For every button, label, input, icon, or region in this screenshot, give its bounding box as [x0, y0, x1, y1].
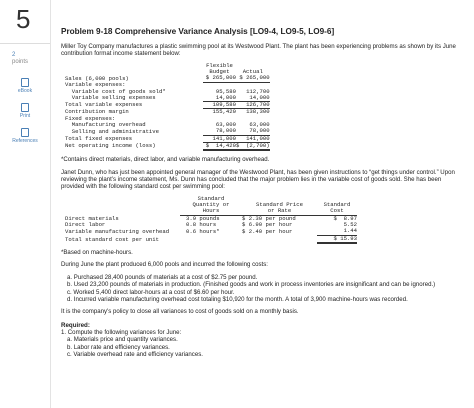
row-label: Fixed expenses:: [65, 114, 116, 122]
ebook-icon: [21, 78, 29, 87]
actual-value: 141,000: [236, 135, 270, 142]
june-costs-list: [61, 274, 466, 304]
sidebar-divider: [50, 0, 51, 408]
sidebar-item-references[interactable]: [5, 128, 45, 144]
std-price: $ 2.40 per hour: [242, 227, 293, 235]
std-row-label: Direct labor: [65, 220, 106, 228]
references-icon: [21, 128, 29, 137]
points-label: points: [12, 59, 29, 65]
resource-sidebar: [5, 78, 45, 153]
actual-value: 63,000: [249, 120, 270, 128]
list-item: a. Materials price and quantity variances.: [67, 336, 178, 344]
policy-paragraph: It is the company's policy to close all variances to cost of goods sold on a monthly basis.: [61, 308, 299, 316]
header-std-price-2: or Rate: [242, 208, 317, 215]
row-label: Variable selling expenses: [65, 94, 156, 102]
list-item: a. Purchased 28,400 pounds of materials at a cost of $2.75 per pound.: [67, 273, 258, 281]
row-label: Selling and administrative: [65, 127, 159, 135]
required-heading: Required:: [61, 321, 90, 329]
actual-value: 112,700: [246, 87, 270, 95]
header-std-price-1: Standard Price: [256, 201, 303, 209]
actual-value: 126,700: [236, 102, 270, 109]
june-costs-paragraph: During June the plant produced 6,000 pools and incurred the following costs:: [61, 261, 268, 269]
flex-budget-value: 14,000: [203, 95, 236, 102]
flex-budget-value: 155,420: [212, 108, 236, 116]
list-item: d. Incurred variable manufacturing overhead cost totaling $10,920 for the month. A total of 3,900 machine-hours was recorded.: [67, 295, 408, 303]
points-value: 2: [12, 52, 16, 58]
std-price: $ 6.90 per hour: [242, 220, 293, 228]
std-cost: 5.52: [343, 220, 357, 228]
std-row-label: Direct materials: [65, 214, 119, 222]
list-item: c. Variable overhead rate and efficiency variances.: [67, 350, 203, 358]
row-label: Total fixed expenses: [65, 134, 133, 142]
header-std-cost-2: Cost: [317, 208, 357, 215]
points-indicator: [12, 52, 28, 66]
std-quantity: 0.6 hours*: [186, 227, 220, 235]
sidebar-item-ebook[interactable]: [5, 78, 45, 94]
flex-budget-value: $ 14,420: [203, 142, 236, 150]
actual-value: 138,300: [246, 108, 270, 116]
std-cost: 1.44: [317, 228, 357, 235]
row-label: Sales (6,000 pools): [65, 74, 129, 82]
question-number: 5: [16, 4, 31, 34]
problem-content: [61, 27, 466, 358]
flex-budget-value: 63,000: [215, 120, 236, 128]
header-std-cost-1: Standard: [323, 201, 351, 209]
header-flexible: Flexible: [206, 61, 233, 69]
std-total-label: Total standard cost per unit: [65, 235, 159, 243]
row-label: Variable cost of goods sold*: [65, 87, 166, 95]
list-item: c. Worked 5,400 direct labor-hours at a cost of $6.60 per hour.: [67, 288, 235, 296]
problem-title: Problem 9-18 Comprehensive Variance Analysis [LO9-4, LO9-5, LO9-6]: [61, 27, 335, 36]
standard-cost-table: [65, 196, 357, 244]
flex-budget-value: 95,580: [215, 87, 236, 95]
flex-budget-value: $ 265,000: [203, 75, 236, 82]
list-item: 1. Compute the following variances for June:: [61, 328, 182, 336]
table-row: [65, 142, 270, 150]
question-number-box: [0, 0, 51, 44]
footnote-cost-contents: *Contains direct materials, direct labor, and variable manufacturing overhead.: [61, 156, 270, 164]
income-statement-table: [65, 63, 270, 151]
actual-value: 14,000: [236, 95, 270, 102]
std-row-label: Variable manufacturing overhead: [65, 227, 170, 235]
header-actual: Actual: [242, 68, 263, 76]
row-label: Total variable expenses: [65, 101, 143, 109]
row-label: Net operating income (loss): [65, 142, 156, 150]
actual-value: $ (2,700): [236, 141, 270, 149]
flex-budget-value: 141,000: [203, 135, 236, 142]
flex-budget-value: 78,000: [203, 128, 236, 135]
sidebar-item-print[interactable]: [5, 103, 45, 119]
row-label: Contribution margin: [65, 108, 129, 116]
std-quantity: 3.9 pounds: [186, 214, 220, 222]
list-item: b. Labor rate and efficiency variances.: [67, 343, 170, 351]
actual-value: $ 265,000: [236, 75, 270, 82]
std-price: $ 2.30 per pound: [242, 214, 296, 222]
header-std-qty-2: Quantity or: [192, 201, 230, 209]
header-std-qty-3: Hours: [180, 208, 242, 215]
required-list: [61, 329, 466, 359]
std-total-cost: $ 15.93: [317, 235, 357, 243]
flex-budget-value: 109,580: [203, 102, 236, 109]
dunn-paragraph: Janet Dunn, who has just been appointed general manager of the Westwood Plant, has been given instructions to “get things under control.” Upon reviewing the plant’s income statement, Ms. Dunn has concluded that the major problem lies in the variable cost of goods sold. She has been provided with the following standard cost per swimming pool:: [61, 168, 455, 191]
print-icon: [21, 103, 29, 112]
std-cost: $ 8.97: [333, 214, 357, 222]
row-label: Manufacturing overhead: [65, 120, 146, 128]
table-row: [65, 228, 357, 235]
row-label: Variable expenses:: [65, 81, 126, 89]
footnote-machine-hours: *Based on machine-hours.: [61, 248, 133, 256]
header-std-qty-1: Standard: [197, 194, 225, 202]
actual-value: 78,000: [236, 128, 270, 135]
intro-paragraph: Miller Toy Company manufactures a plastic swimming pool at its Westwood Plant. The plant has been experiencing problems as shown by its June contribution format income statement below:: [61, 43, 456, 58]
std-quantity: 0.8 hours: [186, 220, 217, 228]
header-budget: Budget: [209, 68, 230, 76]
sidebar-item-label: eBook: [17, 88, 33, 94]
list-item: b. Used 23,200 pounds of materials in production. (Finished goods and work in process inventories are insignificant and can be ignored.): [67, 281, 436, 289]
sidebar-item-label: References: [12, 138, 38, 144]
sidebar-item-label: Print: [19, 113, 31, 119]
